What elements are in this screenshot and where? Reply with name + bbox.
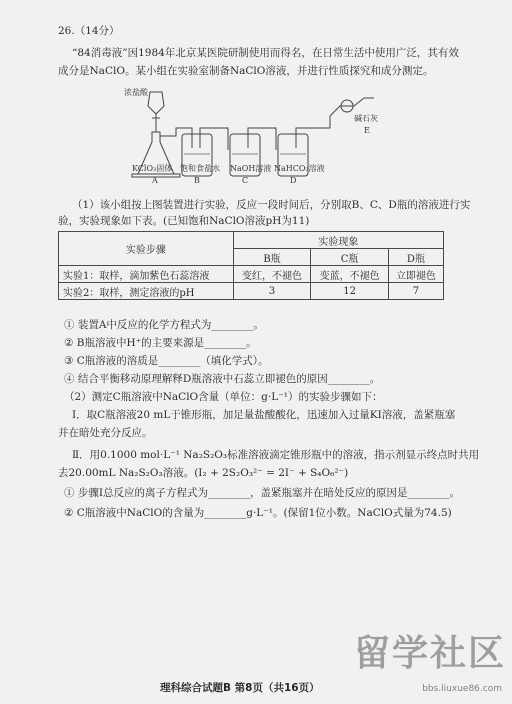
c-letter: C — [242, 176, 249, 185]
table-cell-d: 立即褪色 — [388, 266, 443, 283]
watermark-brand: 留学社区 — [353, 633, 506, 674]
item-q5: ① 步骤Ⅰ总反应的离子方程式为________，盖紧瓶塞并在暗处反应的原因是________。 — [64, 487, 460, 499]
separatory-funnel — [148, 92, 164, 114]
table-row — [59, 283, 444, 300]
table-cell-c: 12 — [311, 283, 389, 300]
table-cell-step: 实验1：取样，滴加紫色石蕊溶液 — [59, 266, 234, 283]
part1-line-2: 验，实验现象如下表。(已知饱和NaClO溶液pH为11) — [58, 215, 310, 227]
item-q2: ② B瓶溶液中H⁺的主要来源是________。 — [64, 337, 257, 349]
acid-label: 浓盐酸 — [124, 88, 148, 97]
item-q6: ② C瓶溶液中NaClO的含量为________g·L⁻¹。(保留1位小数。NaClO式量为74.5) — [64, 507, 452, 519]
table-cell-b: 3 — [233, 283, 311, 300]
intro-line-1: “84消毒液”因1984年北京某医院研制使用而得名，在日常生活中使用广泛，其有效 — [72, 47, 459, 59]
item-q4: ④ 结合平衡移动原理解释D瓶溶液中石蕊立即褪色的原因________。 — [64, 373, 381, 385]
item-q3: ③ C瓶溶液的溶质是________（填化学式）。 — [64, 355, 269, 367]
d-reagent-label: NaHCO₃溶液 — [274, 164, 325, 173]
table-header-row — [59, 232, 444, 249]
step2-line-2: 去20.00mL Na₂S₂O₃溶液。(I₂ + 2S₂O₃²⁻ = 2I⁻ + S₄O₆²⁻) — [58, 467, 349, 479]
step2-line-1: Ⅱ．用0.1000 mol·L⁻¹ Na₂S₂O₃标准溶液滴定锥形瓶中的溶液，指示剂显示终点时共用 — [72, 449, 480, 461]
e-letter: E — [364, 126, 370, 135]
table-col-c: C瓶 — [311, 249, 389, 266]
results-table — [58, 231, 444, 300]
b-reagent-label: 饱和食盐水 — [180, 164, 220, 173]
d-letter: D — [290, 176, 297, 185]
question-number: 26.（14分） — [58, 25, 120, 37]
step1-line-2: 并在暗处充分反应。 — [58, 427, 153, 439]
apparatus-diagram — [118, 88, 418, 188]
table-cell-d: 7 — [388, 283, 443, 300]
item-q1: ① 装置A中反应的化学方程式为________。 — [64, 319, 264, 331]
page-footer: 理科综合试题B 第8页（共16页） — [160, 682, 320, 694]
step1-line-1: Ⅰ．取C瓶溶液20 mL于锥形瓶，加足量盐酸酸化，迅速加入过量KI溶液，盖紧瓶塞 — [72, 409, 456, 421]
table-col-d: D瓶 — [388, 249, 443, 266]
intro-line-2: 成分是NaClO。某小组在实验室制备NaClO溶液，并进行性质探究和成分测定。 — [58, 65, 434, 77]
table-cell-step: 实验2：取样，测定溶液的pH — [59, 283, 234, 300]
a-reagent-label: KClO₃固体 — [132, 164, 173, 173]
table-cell-b: 变红，不褪色 — [233, 266, 311, 283]
part1-line-1: （1）该小组按上图装置进行实验，反应一段时间后，分别取B、C、D瓶的溶液进行实 — [72, 199, 471, 211]
table-head-phenomenon: 实验现象 — [233, 232, 443, 249]
watermark-url: bbs.liuxue86.com — [422, 684, 502, 694]
table-row — [59, 266, 444, 283]
part2-intro: （2）测定C瓶溶液中NaClO含量（单位：g·L⁻¹）的实验步骤如下： — [64, 391, 383, 403]
table-head-step: 实验步骤 — [59, 232, 234, 266]
a-letter: A — [152, 176, 158, 185]
b-letter: B — [194, 176, 200, 185]
e-reagent-label: 碱石灰 — [354, 114, 378, 123]
table-cell-c: 变蓝，不褪色 — [311, 266, 389, 283]
c-reagent-label: NaOH溶液 — [230, 164, 272, 173]
table-col-b: B瓶 — [233, 249, 311, 266]
